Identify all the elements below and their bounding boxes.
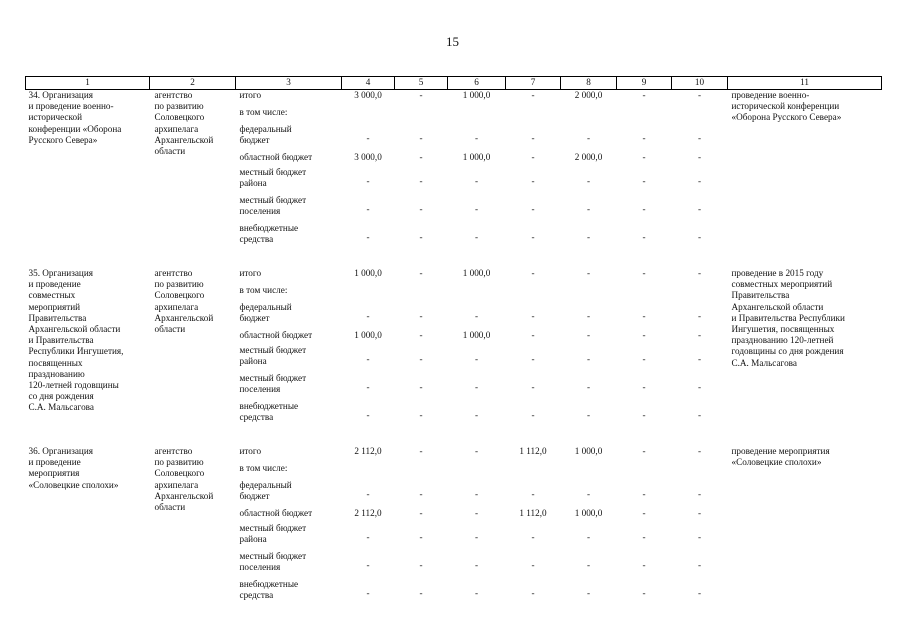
amount-value: 2 112,0 <box>354 508 382 518</box>
amount-cell-v7 <box>506 251 561 429</box>
amount-value: - <box>474 204 479 214</box>
funding-source-label: местный бюджет района <box>239 345 307 367</box>
amount-value <box>342 285 395 302</box>
amount-value: 1 000,0 <box>462 330 491 340</box>
amount-value: - <box>642 311 646 321</box>
funding-source-label: местный бюджет поселения <box>239 373 307 395</box>
funding-source-label: внебюджетные средства <box>239 401 299 423</box>
funding-source-label: в том числе: <box>239 285 288 295</box>
amount-value: 1 112,0 <box>519 446 547 456</box>
amount-value: - <box>531 232 535 242</box>
amount-value: - <box>642 232 646 242</box>
amount-value: - <box>531 330 535 340</box>
amount-value: - <box>531 90 535 100</box>
amount-value: - <box>419 311 423 321</box>
amount-value: - <box>419 90 423 100</box>
amount-value: 1 112,0 <box>519 508 547 518</box>
amount-value: - <box>531 204 535 214</box>
expected-result-cell <box>728 429 882 607</box>
amount-value <box>506 107 561 124</box>
amount-value: - <box>531 410 535 420</box>
column-header: 4 <box>342 77 395 90</box>
amount-value: - <box>531 532 535 542</box>
executor-name: агентство по развитию Соловецкого архипелага Архангельской области <box>154 446 214 513</box>
amount-value: - <box>697 410 702 420</box>
column-header: 1 <box>26 77 150 90</box>
amount-value: - <box>419 508 423 518</box>
amount-value: 2 000,0 <box>574 90 603 100</box>
amount-value: - <box>419 532 423 542</box>
executor-cell <box>150 90 236 252</box>
amount-value: 1 000,0 <box>574 508 603 518</box>
amount-value: - <box>697 133 702 143</box>
table-header <box>26 77 882 90</box>
expected-result: проведение военно- исторической конференции «Оборона Русского Севера» <box>731 90 842 123</box>
amount-value: - <box>697 508 702 518</box>
amount-value: - <box>474 532 479 542</box>
amount-value: - <box>366 232 370 242</box>
amount-value: - <box>474 446 479 456</box>
table-row <box>26 429 882 607</box>
measure-name-cell <box>26 429 150 607</box>
amount-value: - <box>531 354 535 364</box>
amount-value: - <box>366 410 370 420</box>
amount-value: - <box>586 330 591 340</box>
amount-value: - <box>642 152 646 162</box>
amount-value: - <box>419 382 423 392</box>
measure-name: 35. Организация и проведение совместных мероприятий Правительства Архангельской области и Правительства Республики Ингушетия, посвященных празднованию 120-летней годовщины со дня рождения С.А. Мальсагова <box>28 268 124 413</box>
amount-value: - <box>586 232 591 242</box>
funding-source-label: федеральный бюджет <box>239 302 292 324</box>
amount-value <box>506 463 561 480</box>
amount-value: - <box>474 560 479 570</box>
amount-value: - <box>474 489 479 499</box>
funding-source-label: областной бюджет <box>239 508 313 518</box>
column-header: 6 <box>448 77 506 90</box>
amount-value: - <box>366 354 370 364</box>
amount-value: - <box>366 532 370 542</box>
column-header: 2 <box>150 77 236 90</box>
amount-value: - <box>697 489 702 499</box>
amount-value: - <box>697 588 702 598</box>
amount-value <box>672 285 728 302</box>
amount-value: - <box>697 446 702 456</box>
amount-value: - <box>642 268 646 278</box>
amount-value: - <box>474 354 479 364</box>
amount-value: - <box>697 232 702 242</box>
amount-value: - <box>586 588 591 598</box>
amount-value: - <box>586 133 591 143</box>
funding-source-label: внебюджетные средства <box>239 223 299 245</box>
amount-value: - <box>366 133 370 143</box>
amount-cell-v10 <box>672 90 728 252</box>
amount-cell-v4 <box>342 90 395 252</box>
amount-value: - <box>531 311 535 321</box>
amount-value: - <box>531 560 535 570</box>
funding-source-cell <box>236 429 342 607</box>
funding-source-label: федеральный бюджет <box>239 480 292 502</box>
amount-value: - <box>419 232 423 242</box>
amount-value: - <box>366 382 370 392</box>
expected-result: проведение мероприятия «Соловецкие сполохи» <box>731 446 830 468</box>
amount-cell-v5 <box>395 429 448 607</box>
amount-value: 2 112,0 <box>354 446 382 456</box>
measure-name-cell <box>26 90 150 252</box>
amount-value <box>342 107 395 124</box>
funding-source-label: областной бюджет <box>239 330 313 340</box>
amount-value <box>617 285 672 302</box>
amount-value: 1 000,0 <box>574 446 603 456</box>
amount-value: - <box>586 354 591 364</box>
funding-source-label: в том числе: <box>239 107 288 117</box>
funding-source-label: итого <box>239 90 262 100</box>
amount-value: - <box>531 489 535 499</box>
column-header: 3 <box>236 77 342 90</box>
amount-value: - <box>697 204 702 214</box>
amount-value: - <box>586 204 591 214</box>
amount-value: - <box>642 330 646 340</box>
table-row <box>26 251 882 429</box>
amount-value: - <box>586 532 591 542</box>
amount-value: - <box>474 311 479 321</box>
amount-value: 1 000,0 <box>462 90 491 100</box>
amount-value: - <box>586 382 591 392</box>
column-header: 10 <box>672 77 728 90</box>
amount-value: - <box>642 176 646 186</box>
measure-name-cell <box>26 251 150 429</box>
amount-value <box>395 463 448 480</box>
amount-value: - <box>419 354 423 364</box>
amount-value: - <box>419 268 423 278</box>
amount-cell-v10 <box>672 429 728 607</box>
amount-value: 1 000,0 <box>354 330 382 340</box>
amount-value: - <box>642 532 646 542</box>
amount-value: - <box>697 152 702 162</box>
amount-value <box>617 463 672 480</box>
amount-value: - <box>474 508 479 518</box>
amount-value <box>448 463 506 480</box>
funding-source-cell <box>236 90 342 252</box>
amount-cell-v9 <box>617 251 672 429</box>
measure-name: 36. Организация и проведение мероприятия «Соловецкие сполохи» <box>28 446 119 490</box>
amount-value: 1 000,0 <box>462 152 491 162</box>
column-header: 11 <box>728 77 882 90</box>
amount-value: - <box>642 382 646 392</box>
amount-value: - <box>366 204 370 214</box>
executor-cell <box>150 429 236 607</box>
amount-value: - <box>531 133 535 143</box>
amount-value <box>448 107 506 124</box>
executor-name: агентство по развитию Соловецкого архипелага Архангельской области <box>154 90 214 157</box>
amount-value: - <box>419 410 423 420</box>
amount-value: - <box>419 133 423 143</box>
amount-cell-v9 <box>617 90 672 252</box>
amount-value: - <box>697 354 702 364</box>
amount-cell-v8 <box>561 90 617 252</box>
amount-value: - <box>697 382 702 392</box>
amount-value: - <box>419 176 423 186</box>
amount-value: - <box>366 176 370 186</box>
measure-name: 34. Организация и проведение военно- исторической конференции «Оборона Русского Севера» <box>28 90 122 145</box>
amount-value: - <box>531 588 535 598</box>
table-row <box>26 90 882 252</box>
amount-value: - <box>697 268 702 278</box>
amount-value: - <box>697 532 702 542</box>
amount-value: - <box>697 560 702 570</box>
amount-value: - <box>531 268 535 278</box>
amount-value: 3 000,0 <box>354 152 382 162</box>
amount-value: - <box>366 588 370 598</box>
executor-name: агентство по развитию Соловецкого архипелага Архангельской области <box>154 268 214 335</box>
amount-value: - <box>419 330 423 340</box>
amount-value: - <box>474 133 479 143</box>
amount-value: - <box>419 560 423 570</box>
amount-value <box>561 107 617 124</box>
amount-value <box>672 107 728 124</box>
amount-value: - <box>419 588 423 598</box>
amount-value: - <box>474 176 479 186</box>
amount-value <box>395 107 448 124</box>
amount-value: 2 000,0 <box>574 152 603 162</box>
amount-value <box>672 463 728 480</box>
amount-value: - <box>419 204 423 214</box>
amount-value: - <box>642 560 646 570</box>
amount-cell-v10 <box>672 251 728 429</box>
amount-value <box>617 107 672 124</box>
funding-source-label: областной бюджет <box>239 152 313 162</box>
amount-value: - <box>531 176 535 186</box>
amount-value <box>395 285 448 302</box>
amount-value: - <box>474 588 479 598</box>
amount-value: - <box>474 382 479 392</box>
amount-value: - <box>697 90 702 100</box>
amount-value: - <box>531 382 535 392</box>
column-header: 9 <box>617 77 672 90</box>
amount-value: - <box>586 311 591 321</box>
amount-value <box>506 285 561 302</box>
amount-value: - <box>642 133 646 143</box>
amount-value: - <box>366 311 370 321</box>
amount-cell-v6 <box>448 90 506 252</box>
expected-result: проведение в 2015 году совместных мероприятий Правительства Архангельской области и Правительства Республики Ингушетия, посвященных празднованию 120-летней годовщины со дня рождения С.А. Мальсагова <box>731 268 845 368</box>
amount-value: - <box>586 410 591 420</box>
amount-value: - <box>531 152 535 162</box>
amount-value: - <box>642 90 646 100</box>
column-header: 7 <box>506 77 561 90</box>
amount-value: 1 000,0 <box>462 268 491 278</box>
amount-value: - <box>474 410 479 420</box>
amount-cell-v7 <box>506 90 561 252</box>
page-number: 15 <box>446 34 459 49</box>
column-numbers-row <box>26 77 882 90</box>
funding-source-label: местный бюджет района <box>239 523 307 545</box>
amount-cell-v6 <box>448 251 506 429</box>
amount-value: - <box>642 588 646 598</box>
amount-cell-v5 <box>395 90 448 252</box>
amount-cell-v4 <box>342 429 395 607</box>
amount-cell-v4 <box>342 251 395 429</box>
expected-result-cell <box>728 90 882 252</box>
amount-value: - <box>586 489 591 499</box>
amount-value: - <box>642 204 646 214</box>
funding-source-label: федеральный бюджет <box>239 124 292 146</box>
amount-value: - <box>697 330 702 340</box>
amount-value: - <box>586 176 591 186</box>
amount-value <box>342 463 395 480</box>
column-header: 5 <box>395 77 448 90</box>
amount-value: - <box>419 446 423 456</box>
amount-cell-v8 <box>561 251 617 429</box>
amount-value: - <box>474 232 479 242</box>
amount-value: - <box>586 268 591 278</box>
expected-result-cell <box>728 251 882 429</box>
funding-source-label: внебюджетные средства <box>239 579 299 601</box>
amount-value: - <box>642 508 646 518</box>
funding-source-label: местный бюджет поселения <box>239 195 307 217</box>
amount-value: - <box>642 489 646 499</box>
program-table <box>25 76 882 607</box>
funding-source-label: местный бюджет района <box>239 167 307 189</box>
column-header: 8 <box>561 77 617 90</box>
amount-value: - <box>586 560 591 570</box>
amount-cell-v6 <box>448 429 506 607</box>
amount-cell-v9 <box>617 429 672 607</box>
executor-cell <box>150 251 236 429</box>
funding-source-cell <box>236 251 342 429</box>
amount-value: - <box>697 176 702 186</box>
amount-value: - <box>366 560 370 570</box>
amount-cell-v7 <box>506 429 561 607</box>
funding-source-label: в том числе: <box>239 463 288 473</box>
amount-value: - <box>642 354 646 364</box>
table-body <box>26 90 882 608</box>
amount-value <box>561 285 617 302</box>
amount-value: - <box>366 489 370 499</box>
amount-value <box>448 285 506 302</box>
amount-value: - <box>642 410 646 420</box>
amount-value: - <box>419 152 423 162</box>
amount-cell-v8 <box>561 429 617 607</box>
amount-value: - <box>642 446 646 456</box>
funding-source-label: итого <box>239 268 262 278</box>
amount-value: 1 000,0 <box>354 268 382 278</box>
amount-cell-v5 <box>395 251 448 429</box>
amount-value: - <box>419 489 423 499</box>
funding-source-label: местный бюджет поселения <box>239 551 307 573</box>
amount-value <box>561 463 617 480</box>
amount-value: 3 000,0 <box>354 90 382 100</box>
amount-value: - <box>697 311 702 321</box>
funding-source-label: итого <box>239 446 262 456</box>
